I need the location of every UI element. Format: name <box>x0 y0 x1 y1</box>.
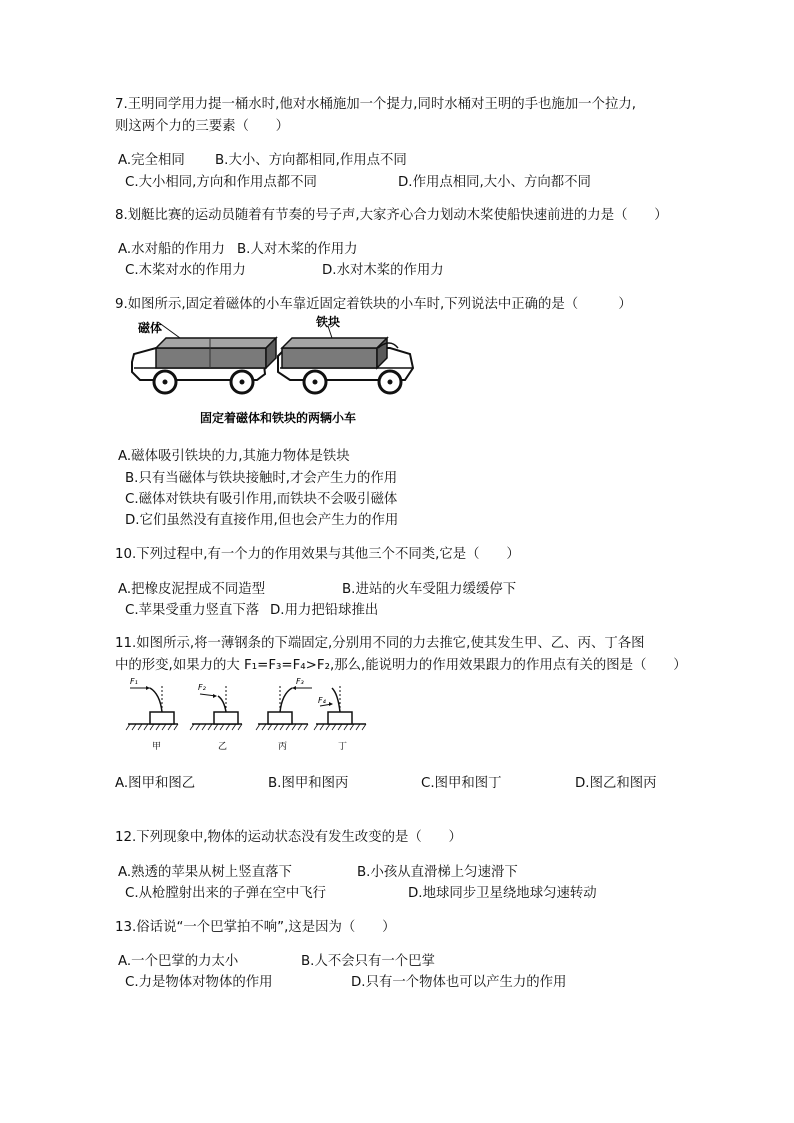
q11-option-c: C.图甲和图丁 <box>421 776 502 791</box>
label-yi: 乙 <box>218 742 228 752</box>
force-label-f4: F₄ <box>318 696 326 705</box>
q9-option-b: B.只有当磁体与铁块接触时,才会产生力的作用 <box>125 471 398 486</box>
q8-option-a: A.水对船的作用力 <box>118 242 225 257</box>
q12-option-b: B.小孩从直滑梯上匀速滑下 <box>357 865 518 880</box>
q11-stem-line1: 11.如图所示,将一薄钢条的下端固定,分别用不同的力去推它,使其发生甲、乙、丙、丁各图 <box>115 636 645 651</box>
q7-option-d: D.作用点相同,大小、方向都不同 <box>398 175 591 190</box>
steel-strip-figure <box>120 676 370 756</box>
q7-option-a: A.完全相同 <box>118 153 185 168</box>
q13-option-c: C.力是物体对物体的作用 <box>125 975 273 990</box>
q7-stem-line1: 7.王明同学用力提一桶水时,他对水桶施加一个提力,同时水桶对王明的手也施加一个拉力, <box>115 97 636 112</box>
q9-stem-line1: 9.如图所示,固定着磁体的小车靠近固定着铁块的小车时,下列说法中正确的是（ ） <box>115 297 632 312</box>
q10-option-b: B.进站的火车受阻力缓缓停下 <box>342 582 517 597</box>
iron-cart <box>278 326 413 393</box>
q7-option-b: B.大小、方向都相同,作用点不同 <box>215 153 407 168</box>
q12-option-c: C.从枪膛射出来的子弹在空中飞行 <box>125 886 327 901</box>
label-bing: 丙 <box>278 742 288 752</box>
q10-stem-line1: 10.下列过程中,有一个力的作用效果与其他三个不同类,它是（ ） <box>115 547 520 562</box>
q10-option-a: A.把橡皮泥捏成不同造型 <box>118 582 266 597</box>
q12-stem-line1: 12.下列现象中,物体的运动状态没有发生改变的是（ ） <box>115 830 462 845</box>
q13-stem-line1: 13.俗话说“一个巴掌拍不响”,这是因为（ ） <box>115 920 396 935</box>
panel-jia <box>126 677 178 752</box>
q7-stem-line2: 则这两个力的三要素（ ） <box>115 119 290 134</box>
label-jia: 甲 <box>152 742 162 752</box>
q8-stem-line1: 8.划艇比赛的运动员随着有节奏的号子声,大家齐心合力划动木桨使船快速前进的力是（ ） <box>115 208 668 223</box>
q8-option-b: B.人对木桨的作用力 <box>237 242 358 257</box>
panel-bing <box>256 677 312 752</box>
q11-stem-line2: 中的形变,如果力的大 F₁=F₃=F₄>F₂,那么,能说明力的作用效果跟力的作用点有关的图是（ ） <box>115 658 687 673</box>
q9-option-a: A.磁体吸引铁块的力,其施力物体是铁块 <box>118 449 350 464</box>
label-iron: 铁块 <box>316 315 341 329</box>
q11-option-a: A.图甲和图乙 <box>115 776 196 791</box>
q10-option-c: C.苹果受重力竖直下落 <box>125 603 260 618</box>
q8-option-c: C.木桨对水的作用力 <box>125 263 246 278</box>
q12-option-a: A.熟透的苹果从树上竖直落下 <box>118 865 292 880</box>
q9-option-c: C.磁体对铁块有吸引作用,而铁块不会吸引磁体 <box>125 492 398 507</box>
q13-option-b: B.人不会只有一个巴掌 <box>301 954 435 969</box>
label-ding: 丁 <box>338 742 348 752</box>
q8-option-d: D.水对木桨的作用力 <box>322 263 444 278</box>
q13-option-a: A.一个巴掌的力太小 <box>118 954 239 969</box>
q9-option-d: D.它们虽然没有直接作用,但也会产生力的作用 <box>125 513 399 528</box>
q10-option-d: D.用力把铅球推出 <box>270 603 379 618</box>
figure-caption: 固定着磁体和铁块的两辆小车 <box>200 411 357 425</box>
q7-option-c: C.大小相同,方向和作用点都不同 <box>125 175 317 190</box>
two-carts-figure <box>120 312 420 430</box>
q11-option-b: B.图甲和图丙 <box>268 776 349 791</box>
force-label-f2: F₂ <box>198 683 206 692</box>
panel-ding <box>314 686 366 752</box>
q11-option-d: D.图乙和图丙 <box>575 776 657 791</box>
label-magnet: 磁体 <box>138 321 163 335</box>
q12-option-d: D.地球同步卫星绕地球匀速转动 <box>408 886 597 901</box>
q13-option-d: D.只有一个物体也可以产生力的作用 <box>351 975 567 990</box>
panel-yi <box>190 683 242 752</box>
force-label-f3: F₃ <box>296 677 304 686</box>
force-label-f1: F₁ <box>130 677 138 686</box>
